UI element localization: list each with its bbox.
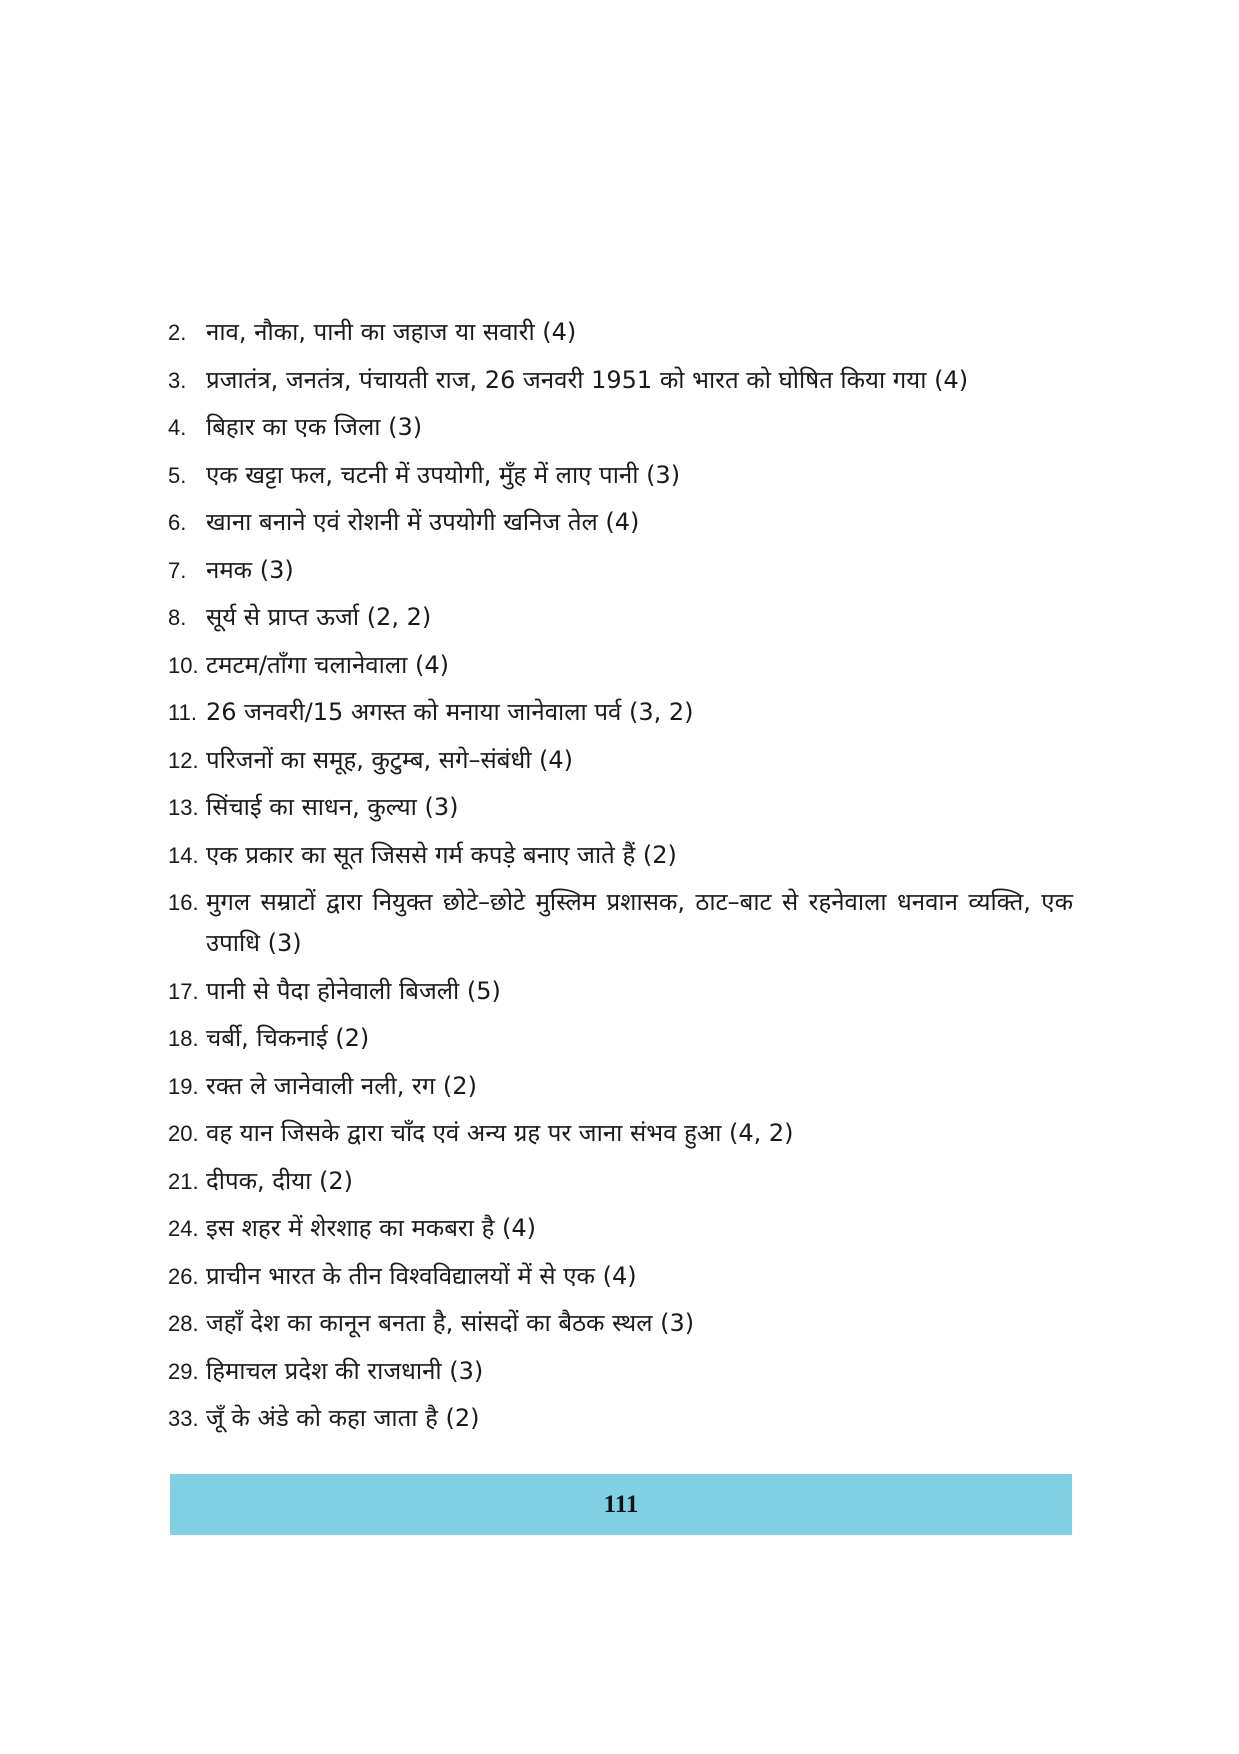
- clue-item: [168, 1398, 1073, 1439]
- clue-text: खाना बनाने एवं रोशनी में उपयोगी खनिज तेल (4): [206, 508, 640, 536]
- footer-band: [170, 1474, 1072, 1535]
- clue-number: 24.: [168, 1216, 199, 1241]
- clue-number: 5.: [168, 462, 187, 488]
- clue-item: [168, 645, 1073, 686]
- clue-item: [168, 787, 1073, 828]
- clue-number: 12.: [168, 747, 199, 773]
- clue-text: वह यान जिसके द्वारा चाँद एवं अन्य ग्रह पर जाना संभव हुआ (4, 2): [206, 1119, 794, 1147]
- clue-item: [168, 1161, 1073, 1202]
- clue-text: दीपक, दीया (2): [206, 1166, 354, 1195]
- clue-text: नमक (3): [206, 555, 294, 584]
- clue-number: 19.: [168, 1073, 199, 1099]
- clue-number: 16.: [168, 890, 199, 915]
- clue-item: [168, 360, 1073, 401]
- clue-text: 26 जनवरी/15 अगस्त को मनाया जानेवाला पर्व (3, 2): [206, 698, 694, 726]
- clue-number: 4.: [168, 415, 187, 440]
- clue-number: 28.: [168, 1311, 199, 1336]
- clue-item: [168, 550, 1073, 591]
- clue-text: नाव, नौका, पानी का जहाज या सवारी (4): [206, 318, 577, 346]
- clue-number: 6.: [168, 510, 187, 535]
- clue-number: 18.: [168, 1026, 199, 1051]
- clue-text: प्राचीन भारत के तीन विश्वविद्यालयों में से एक (4): [206, 1261, 637, 1290]
- clue-text: टमटम/ताँगा चलानेवाला (4): [206, 650, 449, 679]
- clue-text: जहाँ देश का कानून बनता है, सांसदों का बैठक स्थल (3): [206, 1309, 695, 1337]
- clue-item: [168, 971, 1073, 1012]
- clue-item: [168, 407, 1073, 448]
- clue-item: [168, 312, 1073, 353]
- clue-text: सिंचाई का साधन, कुल्या (3): [206, 793, 459, 821]
- clue-item: [168, 1303, 1073, 1344]
- clue-text: बिहार का एक जिला (3): [206, 413, 423, 441]
- clue-text: चर्बी, चिकनाई (2): [206, 1024, 370, 1052]
- clue-item: [168, 1351, 1073, 1392]
- clue-number: 20.: [168, 1121, 199, 1146]
- clue-item: [168, 882, 1073, 964]
- clue-text: हिमाचल प्रदेश की राजधानी (3): [206, 1356, 484, 1385]
- clue-item: [168, 1256, 1073, 1297]
- clue-text: एक खट्टा फल, चटनी में उपयोगी, मुँह में लाए पानी (3): [206, 460, 681, 489]
- clue-number: 7.: [168, 557, 187, 583]
- clue-number: 21.: [168, 1168, 199, 1194]
- clue-item: [168, 455, 1073, 496]
- clue-list: [168, 312, 1073, 1446]
- clue-text: परिजनों का समूह, कुटुम्ब, सगे–संबंधी (4): [206, 745, 574, 774]
- clue-text: सूर्य से प्राप्त ऊर्जा (2, 2): [206, 603, 432, 631]
- clue-number: 10.: [168, 652, 199, 678]
- clue-number: 26.: [168, 1263, 199, 1289]
- clue-item: [168, 1113, 1073, 1154]
- clue-number: 14.: [168, 842, 199, 868]
- clue-text: इस शहर में शेरशाह का मकबरा है (4): [206, 1214, 536, 1242]
- clue-text: रक्त ले जानेवाली नली, रग (2): [206, 1071, 477, 1100]
- clue-item: [168, 597, 1073, 638]
- clue-number: 17.: [168, 978, 199, 1004]
- clue-item: [168, 1018, 1073, 1059]
- clue-text: एक प्रकार का सूत जिससे गर्म कपड़े बनाए जाते हैं (2): [206, 840, 677, 869]
- clue-item: [168, 1208, 1073, 1249]
- clue-number: 2.: [168, 320, 187, 345]
- clue-number: 29.: [168, 1358, 199, 1384]
- clue-number: 3.: [168, 367, 187, 393]
- clue-text: जूँ के अंडे को कहा जाता है (2): [206, 1404, 480, 1432]
- clue-text: पानी से पैदा होनेवाली बिजली (5): [206, 976, 501, 1005]
- clue-item: [168, 502, 1073, 543]
- clue-text: प्रजातंत्र, जनतंत्र, पंचायती राज, 26 जनवरी 1951 को भारत को घोषित किया गया (4): [206, 365, 969, 394]
- clue-number: 8.: [168, 605, 187, 630]
- clue-item: [168, 1066, 1073, 1107]
- clue-item: [168, 740, 1073, 781]
- clue-item: [168, 692, 1073, 733]
- clue-item: [168, 835, 1073, 876]
- clue-number: 11.: [168, 700, 197, 725]
- clue-number: 13.: [168, 795, 199, 820]
- page-number: 111: [603, 1491, 639, 1518]
- clue-text: मुगल सम्राटों द्वारा नियुक्त छोटे–छोटे मुस्लिम प्रशासक, ठाट–बाट से रहनेवाला धनवान व्यक्ति, एक उपाधि (3): [206, 888, 1073, 957]
- clue-number: 33.: [168, 1406, 199, 1431]
